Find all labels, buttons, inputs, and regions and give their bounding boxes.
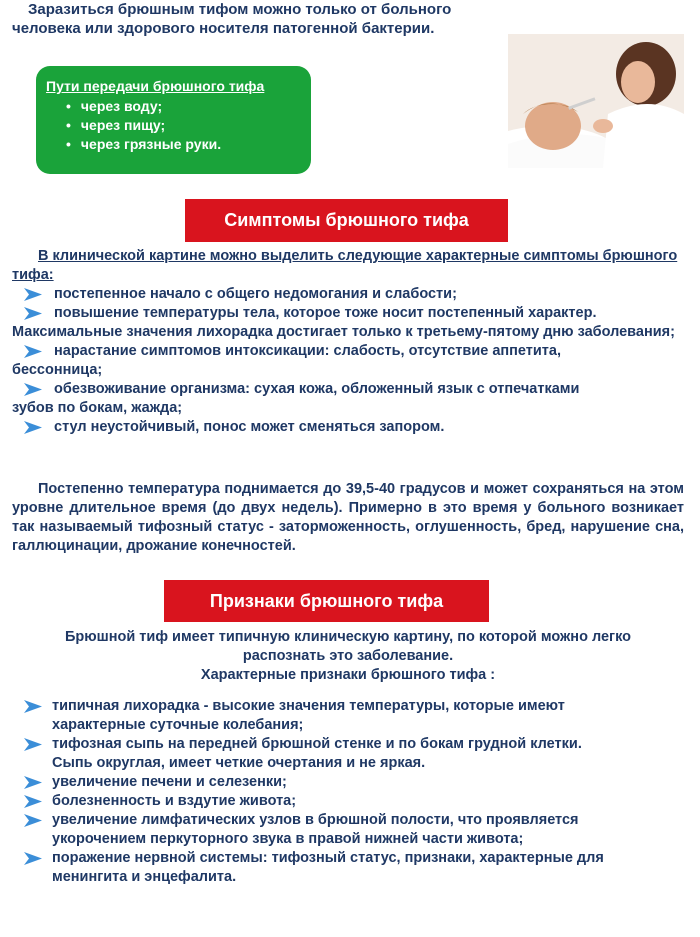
list-item — [12, 304, 682, 342]
list-item-text: постепенное начало с общего недомогания и слабости; — [54, 286, 457, 302]
arrow-bullet-icon — [24, 421, 42, 434]
list-item — [22, 811, 622, 849]
list-item — [22, 849, 622, 887]
arrow-bullet-icon — [24, 738, 42, 751]
signs-intro-line: распознать это заболевание. — [242, 648, 454, 664]
arrow-bullet-icon — [24, 776, 42, 789]
list-item — [22, 773, 622, 792]
arrow-bullet-icon — [24, 383, 42, 396]
symptoms-lead: В клинической картине можно выделить следующие характерные симптомы брюшного тифа: — [12, 248, 678, 283]
list-item-text: увеличение лимфатических узлов в брюшной полости, что проявляется укорочением перкуторного звука в правой нижней части живота; — [52, 812, 579, 847]
list-item-continuation: Максимальные значения лихорадка достигает только к третьему-пятому дню заболевания; — [12, 324, 675, 340]
arrow-bullet-icon — [24, 700, 42, 713]
list-item — [12, 418, 682, 437]
list-item: • через грязные руки. — [66, 135, 221, 154]
list-item-text: стул неустойчивый, понос может сменяться запором. — [54, 419, 445, 435]
arrow-bullet-icon — [24, 852, 42, 865]
arrow-bullet-icon — [24, 814, 42, 827]
list-item — [22, 735, 622, 773]
arrow-bullet-icon — [24, 307, 42, 320]
symptoms-banner: Симптомы брюшного тифа — [185, 199, 508, 242]
list-item: • через воду; — [66, 97, 221, 116]
temperature-paragraph: Постепенно температура поднимается до 39,5-40 градусов и может сохраняться на этом уровне длительное время (до двух недель). Примерно в это время у больного возникает так называемый тифозный статус - заторможенность, оглушенность, бред, нарушение сна, галлюцинации, дрожание конечностей. — [12, 481, 684, 554]
list-item-continuation: бессонница; — [12, 362, 103, 378]
list-item — [12, 285, 682, 304]
list-item — [12, 380, 682, 418]
list-item-text: поражение нервной системы: тифозный статус, признаки, характерные для менингита и энцефалита. — [52, 850, 604, 885]
intro-text: Заразиться брюшным тифом можно только от больного человека или здорового носителя патогенной бактерии. — [12, 1, 452, 37]
list-item-text: повышение температуры тела, которое тоже носит постепенный характер. — [54, 305, 597, 321]
signs-list — [22, 697, 622, 887]
mother-child-thermometer-photo — [508, 34, 684, 168]
transmission-box — [36, 66, 311, 174]
list-item-text: нарастание симптомов интоксикации: слабость, отсутствие аппетита, — [54, 343, 561, 359]
list-item-text: обезвоживание организма: сухая кожа, обложенный язык с отпечатками — [54, 381, 580, 397]
arrow-bullet-icon — [24, 288, 42, 301]
list-item-text: болезненность и вздутие живота; — [52, 793, 297, 809]
transmission-title: Пути передачи брюшного тифа — [46, 78, 265, 94]
arrow-bullet-icon — [24, 795, 42, 808]
signs-intro-heading: Характерные признаки брюшного тифа : — [200, 667, 496, 683]
symptoms-section — [12, 247, 682, 437]
signs-intro-line: Брюшной тиф имеет типичную клиническую картину, по которой можно легко — [65, 629, 631, 645]
list-item-continuation: зубов по бокам, жажда; — [12, 400, 183, 416]
signs-intro — [12, 628, 684, 685]
list-item-text: увеличение печени и селезенки; — [52, 774, 287, 790]
list-item-text: тифозная сыпь на передней брюшной стенке и по бокам грудной клетки. Сыпь округлая, имеет четкие очертания и не яркая. — [52, 736, 582, 771]
list-item: • через пищу; — [66, 116, 221, 135]
transmission-list — [66, 97, 221, 154]
list-item — [12, 342, 682, 380]
list-item — [22, 697, 622, 735]
arrow-bullet-icon — [24, 345, 42, 358]
signs-banner: Признаки брюшного тифа — [164, 580, 489, 622]
list-item — [22, 792, 622, 811]
list-item-text: типичная лихорадка - высокие значения температуры, которые имеют характерные суточные колебания; — [52, 698, 565, 733]
